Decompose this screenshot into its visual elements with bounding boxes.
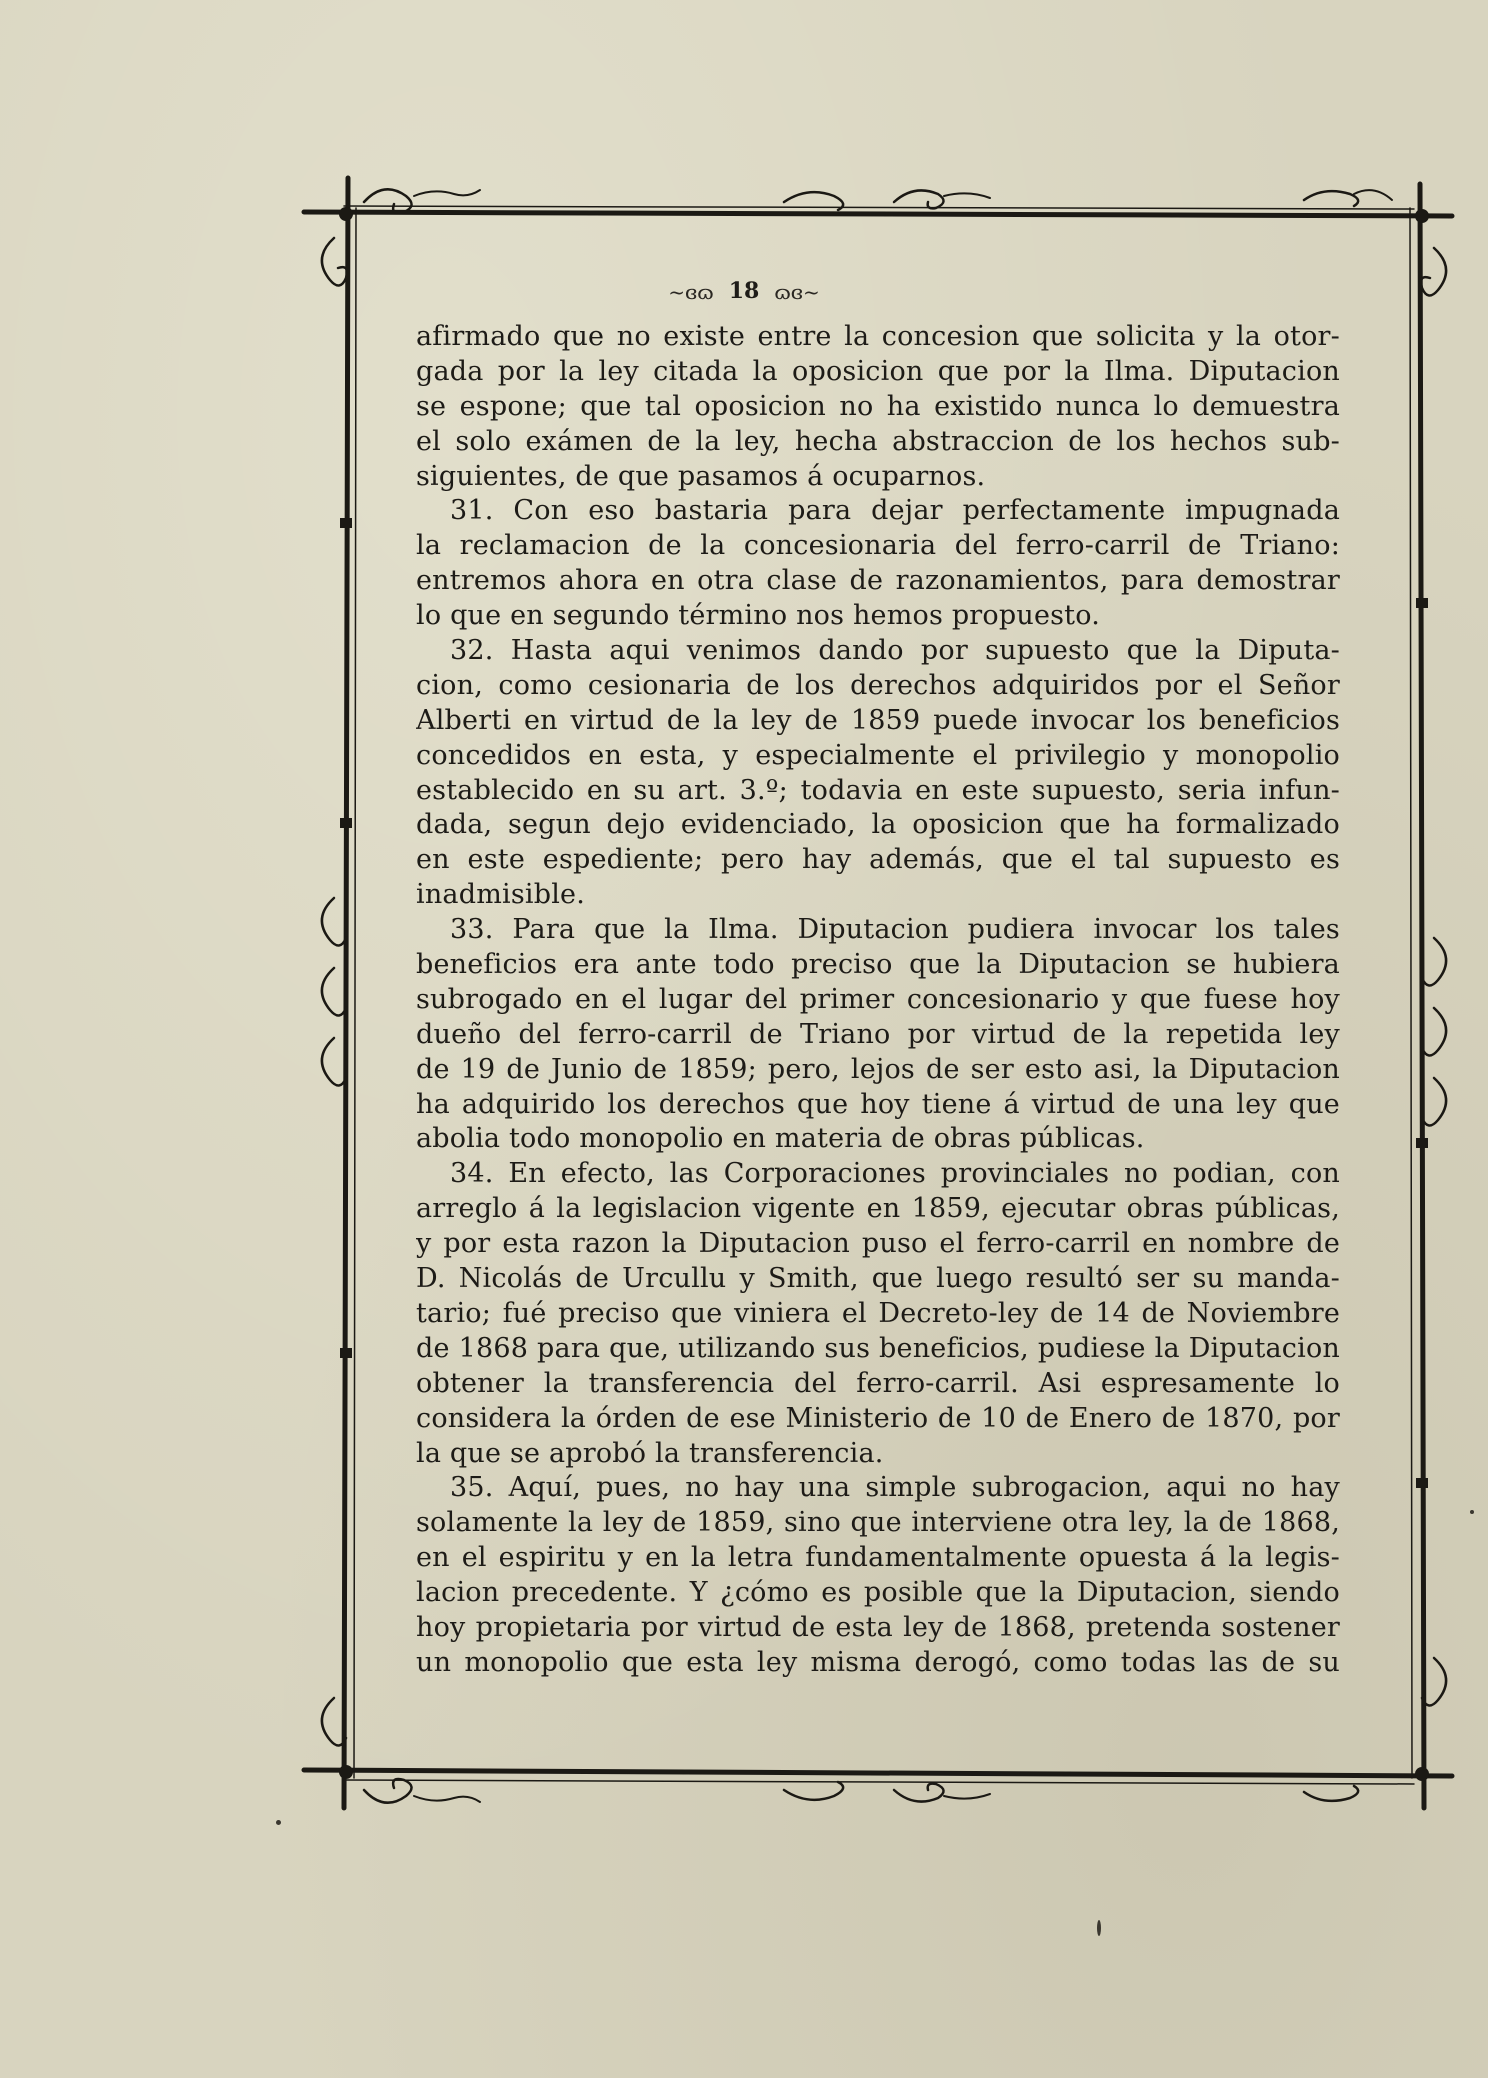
text-line: 31. Con eso bastaria para dejar perfectamente impugnada: [450, 495, 1340, 527]
text-line: establecido en su art. 3.º; todavia en este supuesto, seria infun-: [416, 774, 1340, 806]
text-line: tario; fué preciso que viniera el Decreto-ley de 14 de Noviembre: [416, 1297, 1340, 1329]
flourish-right-icon: ɷɞ~: [774, 280, 820, 304]
text-line: 34. En efecto, las Corporaciones provinciales no podian, con: [450, 1158, 1340, 1190]
text-line: en el espiritu y en la letra fundamentalmente opuesta á la legis-: [416, 1542, 1340, 1574]
print-speck: [1097, 1920, 1101, 1936]
text-line: hoy propietaria por virtud de esta ley de 1868, pretenda sostener: [416, 1611, 1340, 1643]
text-line: lacion precedente. Y ¿cómo es posible que la Diputacion, siendo: [416, 1577, 1340, 1609]
text-line: arreglo á la legislacion vigente en 1859, ejecutar obras públicas,: [416, 1193, 1340, 1225]
text-line: se espone; que tal oposicion no ha existido nunca lo demuestra: [416, 390, 1340, 422]
text-line: 35. Aquí, pues, no hay una simple subrogacion, aqui no hay: [450, 1472, 1340, 1504]
text-line: concedidos en esta, y especialmente el privilegio y monopolio: [416, 739, 1340, 771]
flourish-left-icon: ~ɞɷ: [668, 280, 714, 304]
text-line: lo que en segundo término nos hemos propuesto.: [416, 600, 1100, 632]
text-line: siguientes, de que pasamos á ocuparnos.: [416, 460, 986, 492]
text-line: afirmado que no existe entre la concesion que solicita y la otor-: [416, 321, 1340, 352]
text-line: dada, segun dejo evidenciado, la oposicion que ha formalizado: [416, 809, 1340, 841]
print-speck: [276, 1820, 281, 1825]
page-number: [0, 278, 1488, 304]
text-line: gada por la ley citada la oposicion que por la Ilma. Diputacion: [416, 355, 1340, 387]
text-line: subrogado en el lugar del primer concesionario y que fuese hoy: [416, 983, 1340, 1015]
text-line: y por esta razon la Diputacion puso el ferro-carril en nombre de: [416, 1228, 1340, 1260]
text-line: en este espediente; pero hay además, que el tal supuesto es: [416, 844, 1340, 876]
text-line: la que se aprobó la transferencia.: [416, 1437, 884, 1469]
text-line: la reclamacion de la concesionaria del ferro-carril de Triano:: [416, 530, 1340, 562]
text-line: cion, como cesionaria de los derechos adquiridos por el Señor: [416, 669, 1340, 701]
body-text: [416, 320, 1340, 1681]
text-line: de 19 de Junio de 1859; pero, lejos de ser esto asi, la Diputacion: [416, 1053, 1340, 1085]
text-line: dueño del ferro-carril de Triano por virtud de la repetida ley: [416, 1018, 1340, 1050]
text-line: 32. Hasta aqui venimos dando por supuesto que la Diputa-: [450, 635, 1340, 667]
text-line: entremos ahora en otra clase de razonamientos, para demostrar: [416, 565, 1340, 597]
text-line: beneficios era ante todo preciso que la Diputacion se hubiera: [416, 949, 1340, 981]
text-line: Alberti en virtud de la ley de 1859 puede invocar los beneficios: [416, 704, 1340, 736]
text-line: obtener la transferencia del ferro-carril. Asi espresamente lo: [416, 1367, 1340, 1399]
page-number-value: 18: [728, 278, 760, 304]
text-line: solamente la ley de 1859, sino que interviene otra ley, la de 1868,: [416, 1507, 1340, 1539]
text-line: 33. Para que la Ilma. Diputacion pudiera invocar los tales: [450, 914, 1340, 946]
text-line: abolia todo monopolio en materia de obras públicas.: [416, 1123, 1145, 1155]
print-speck: [1470, 1510, 1474, 1514]
text-line: D. Nicolás de Urcullu y Smith, que luego resultó ser su manda-: [416, 1263, 1340, 1295]
text-line: de 1868 para que, utilizando sus beneficios, pudiese la Diputacion: [416, 1332, 1340, 1364]
text-line: ha adquirido los derechos que hoy tiene á virtud de una ley que: [416, 1088, 1340, 1120]
text-line: un monopolio que esta ley misma derogó, como todas las de su: [416, 1646, 1340, 1678]
text-line: el solo exámen de la ley, hecha abstraccion de los hechos sub-: [416, 425, 1340, 457]
text-line: inadmisible.: [416, 879, 586, 911]
text-line: considera la órden de ese Ministerio de 10 de Enero de 1870, por: [416, 1402, 1340, 1434]
